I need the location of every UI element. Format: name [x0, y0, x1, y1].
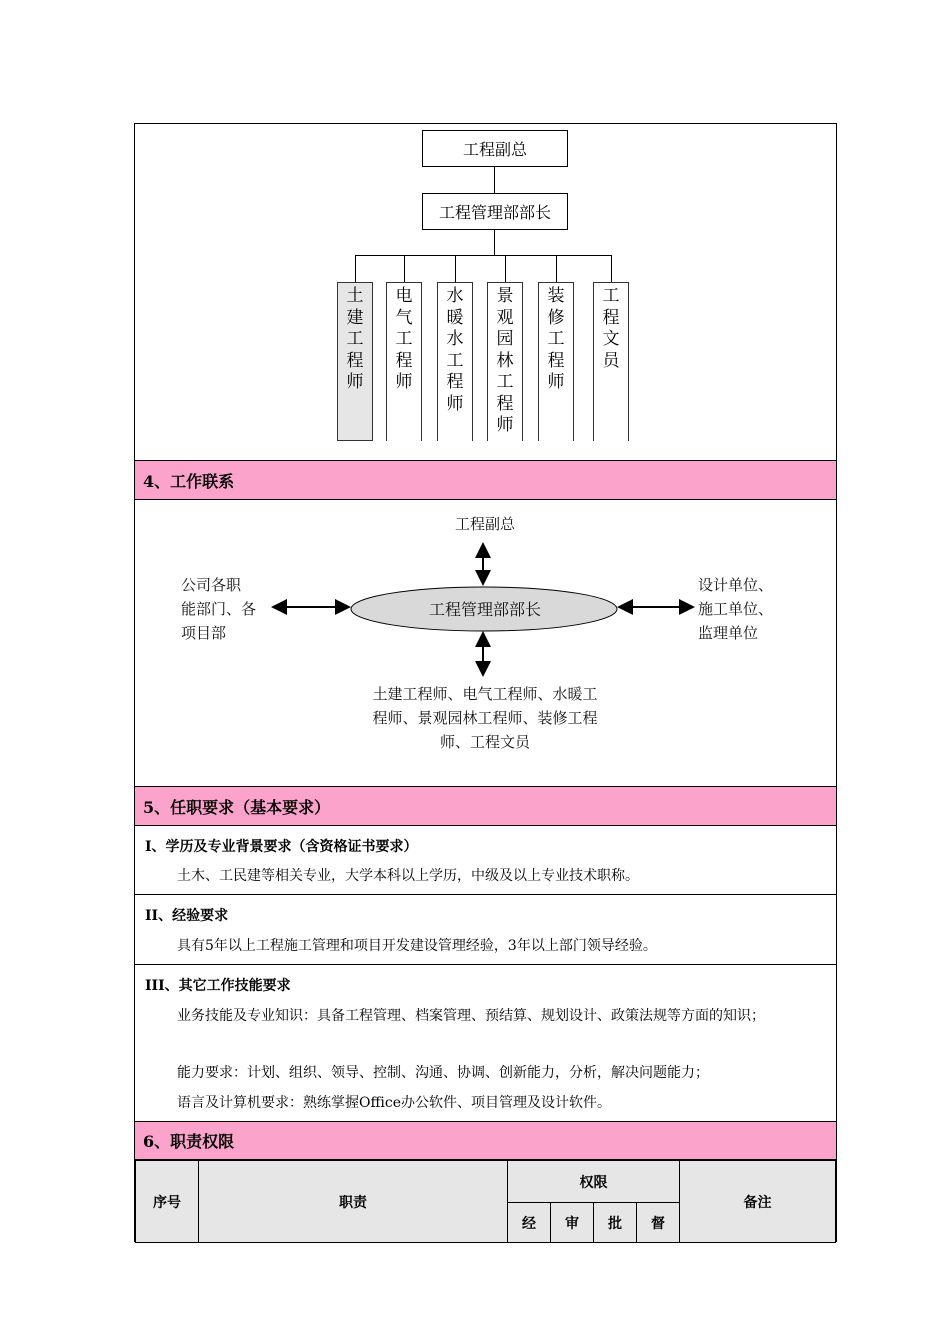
relation-left-label: 公司各职 能部门、各 项目部 [181, 576, 257, 642]
org-box-top: 工程副总 [422, 130, 568, 167]
org-child-box: 土建工程师 [337, 282, 373, 441]
requirement-text-knowledge: 业务技能及专业知识：具备工程管理、档案管理、预结算、规划设计、政策法规等方面的知识； [177, 1008, 765, 1024]
header-duty: 职责 [199, 1161, 508, 1243]
relation-down-label: 土建工程师、电气工程师、水暖工 程师、景观园林工程师、装修工程 师、工程文员 [372, 685, 598, 751]
org-connector [404, 255, 405, 282]
org-connector [355, 255, 356, 282]
org-connector [355, 255, 611, 256]
relation-right-label: 设计单位、 施工单位、 监理单位 [698, 576, 774, 642]
divider [135, 964, 836, 965]
header-sub-shen: 审 [551, 1203, 594, 1243]
org-connector [611, 255, 612, 282]
requirement-text-language: 语言及计算机要求：熟练掌握Office办公软件、项目管理及设计软件。 [177, 1095, 612, 1111]
org-child-box: 工程文员 [593, 282, 629, 441]
org-connector [556, 255, 557, 282]
section-header-5: 5、任职要求（基本要求） [135, 786, 836, 826]
divider [135, 894, 836, 895]
section-header-4: 4、工作联系 [135, 460, 836, 500]
org-child-box: 水暖水工程师 [437, 282, 473, 441]
org-child-box: 电气工程师 [386, 282, 422, 441]
relation-center-label: 工程管理部部长 [428, 600, 541, 619]
org-connector [494, 167, 495, 193]
relation-up-label: 工程副总 [454, 515, 515, 533]
header-authority: 权限 [508, 1161, 680, 1203]
requirement-text-ability: 能力要求：计划、组织、领导、控制、沟通、协调、创新能力，分析，解决问题能力； [177, 1065, 709, 1081]
requirement-text-experience: 具有5年以上工程施工管理和项目开发建设管理经验，3年以上部门领导经验。 [177, 938, 657, 954]
header-sub-du: 督 [637, 1203, 680, 1243]
org-child-box: 景观园林工程师 [487, 282, 523, 441]
org-connector [494, 230, 495, 255]
authority-table [135, 1160, 836, 1243]
section-header-6: 6、职责权限 [135, 1121, 836, 1160]
org-connector [455, 255, 456, 282]
job-description-frame [134, 123, 837, 1242]
requirement-text-education: 土木、工民建等相关专业，大学本科以上学历，中级及以上专业技术职称。 [177, 868, 639, 884]
org-connector [505, 255, 506, 282]
org-box-second: 工程管理部部长 [422, 193, 568, 230]
header-note: 备注 [680, 1161, 836, 1243]
requirement-heading-education: I、学历及专业背景要求（含资格证书要求） [145, 839, 418, 855]
header-no: 序号 [136, 1161, 199, 1243]
header-sub-pi: 批 [594, 1203, 637, 1243]
requirement-heading-skills: III、其它工作技能要求 [145, 978, 291, 994]
org-child-box: 装修工程师 [538, 282, 574, 441]
header-sub-jing: 经 [508, 1203, 551, 1243]
requirement-heading-experience: II、经验要求 [145, 908, 229, 924]
